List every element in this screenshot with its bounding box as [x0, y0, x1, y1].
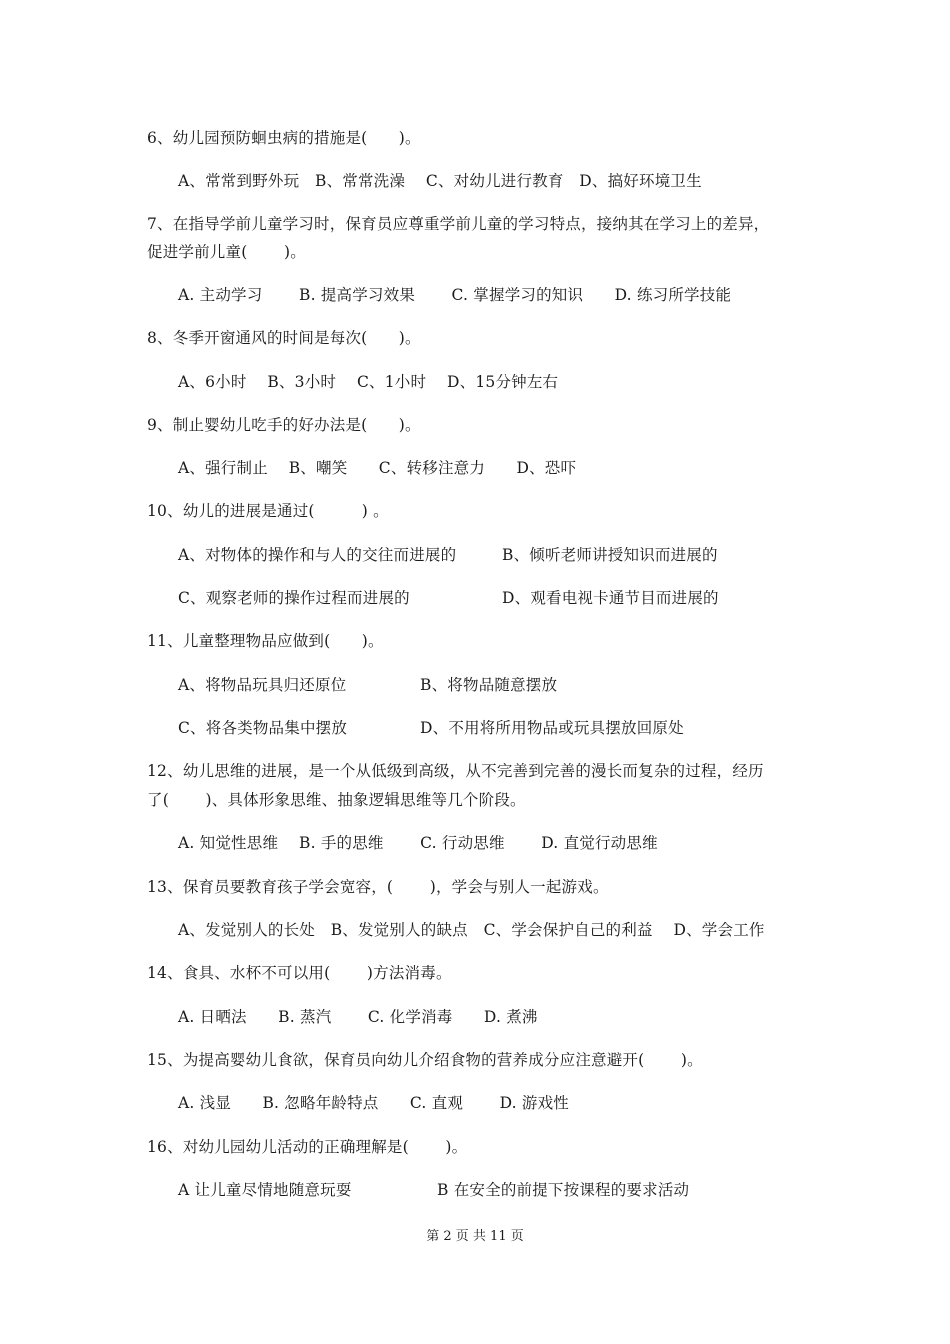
question-16-option-b: B 在安全的前提下按课程的要求活动 [437, 1181, 690, 1199]
question-12-options: A. 知觉性思维 B. 手的思维 C. 行动思维 D. 直觉行动思维 [178, 834, 658, 852]
question-8: 8、冬季开窗通风的时间是每次( )。 [147, 329, 421, 347]
question-6-options: A、常常到野外玩 B、常常洗澡 C、对幼儿进行教育 D、搞好环境卫生 [178, 172, 702, 190]
question-14: 14、食具、水杯不可以用( )方法消毒。 [147, 964, 452, 982]
question-12-line-1: 12、幼儿思维的进展，是一个从低级到高级，从不完善到完善的漫长而复杂的过程，经历 [147, 762, 764, 780]
question-10-option-d: D、观看电视卡通节目而进展的 [502, 589, 719, 607]
page-number-footer: 第 2 页 共 11 页 [426, 1229, 524, 1244]
question-11: 11、儿童整理物品应做到( )。 [147, 632, 384, 650]
question-9-options: A、强行制止 B、嘲笑 C、转移注意力 D、恐吓 [178, 459, 577, 477]
question-11-option-d: D、不用将所用物品或玩具摆放回原处 [420, 719, 684, 737]
question-7-options: A. 主动学习 B. 提高学习效果 C. 掌握学习的知识 D. 练习所学技能 [178, 286, 732, 304]
question-12-line-2: 了( )、具体形象思维、抽象逻辑思维等几个阶段。 [147, 791, 526, 809]
question-8-options: A、6小时 B、3小时 C、1小时 D、15分钟左右 [178, 373, 559, 391]
question-7-line-2: 促进学前儿童( )。 [147, 243, 306, 261]
question-11-option-b: B、将物品随意摆放 [420, 676, 558, 694]
question-11-option-a: A、将物品玩具归还原位 [178, 676, 347, 694]
question-11-option-c: C、将各类物品集中摆放 [178, 719, 348, 737]
question-13: 13、保育员要教育孩子学会宽容，( )，学会与别人一起游戏。 [147, 878, 609, 896]
question-14-options: A. 日晒法 B. 蒸汽 C. 化学消毒 D. 煮沸 [178, 1008, 538, 1026]
question-15-options: A. 浅显 B. 忽略年龄特点 C. 直观 D. 游戏性 [178, 1094, 570, 1112]
question-6: 6、幼儿园预防蛔虫病的措施是( )。 [147, 129, 421, 147]
question-15: 15、为提高婴幼儿食欲，保育员向幼儿介绍食物的营养成分应注意避开( )。 [147, 1051, 703, 1069]
question-10-option-c: C、观察老师的操作过程而进展的 [178, 589, 410, 607]
question-13-options: A、发觉别人的长处 B、发觉别人的缺点 C、学会保护自己的利益 D、学会工作 [178, 921, 765, 939]
question-16: 16、对幼儿园幼儿活动的正确理解是( )。 [147, 1138, 468, 1156]
question-10-option-a: A、对物体的操作和与人的交往而进展的 [178, 546, 457, 564]
question-10-option-b: B、倾听老师讲授知识而进展的 [502, 546, 718, 564]
question-9: 9、制止婴幼儿吃手的好办法是( )。 [147, 416, 421, 434]
question-16-option-a: A 让儿童尽情地随意玩耍 [178, 1181, 352, 1199]
question-10: 10、幼儿的进展是通过( ) 。 [147, 502, 389, 520]
question-7-line-1: 7、在指导学前儿童学习时，保育员应尊重学前儿童的学习特点，接纳其在学习上的差异， [147, 215, 770, 233]
